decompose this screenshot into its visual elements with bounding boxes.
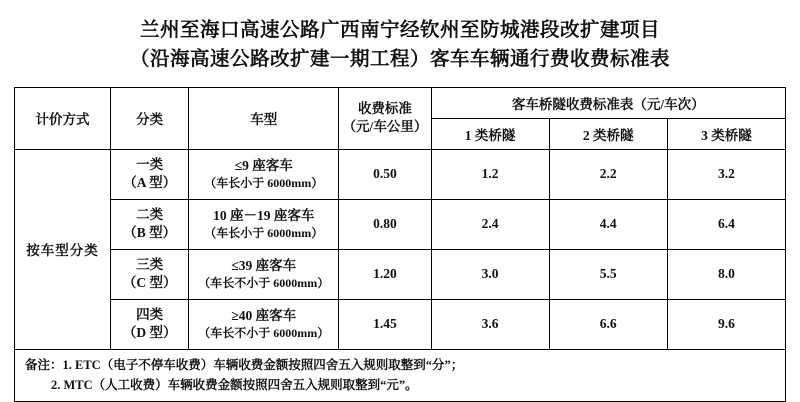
cell-vehicle-model-main: ≥40 座客车 (231, 307, 297, 323)
cell-rate: 0.50 (339, 149, 431, 199)
header-pricing-method: 计价方式 (15, 87, 111, 149)
cell-category-line-2: （C 型） (122, 275, 177, 290)
cell-bridge-2: 5.5 (549, 249, 667, 299)
cell-vehicle-model-main: 10 座－19 座客车 (213, 207, 315, 223)
cell-vehicle-model-sub: （车长不小于 6000mm） (198, 276, 330, 291)
table-row (15, 199, 786, 249)
cell-bridge-1: 2.4 (431, 199, 549, 249)
table-header-row-1 (15, 87, 786, 118)
cell-vehicle-model-sub: （车长小于 6000mm） (204, 176, 324, 191)
header-category: 分类 (111, 87, 189, 149)
cell-bridge-3: 3.2 (667, 149, 785, 199)
header-bridge-class-3: 3 类桥隧 (667, 118, 785, 149)
page-title-line-2: （沿海高速公路改扩建一期工程）客车车辆通行费收费标准表 (129, 49, 670, 71)
table-row (15, 149, 786, 199)
cell-category-line-1: 四类 (136, 306, 164, 322)
table-row (15, 249, 786, 299)
cell-category-line-2: （A 型） (123, 175, 177, 190)
cell-vehicle-model-sub: （车长小于 6000mm） (204, 226, 324, 241)
footnote-line-1: 备注：1. ETC（电子不停车收费）车辆收费金额按照四舍五入规则取整到“分”； (25, 357, 464, 372)
page-title-line-1: 兰州至海口高速公路广西南宁经钦州至防城港段改扩建项目 (139, 20, 660, 41)
header-bridge-class-2: 2 类桥隧 (549, 118, 667, 149)
cell-category-line-1: 三类 (136, 256, 164, 272)
cell-category-line-2: （B 型） (123, 225, 177, 240)
header-vehicle-model: 车型 (189, 87, 339, 149)
table-row (15, 299, 786, 349)
header-bridge-class-1: 1 类桥隧 (431, 118, 549, 149)
cell-category-line-1: 二类 (136, 206, 164, 222)
toll-rate-table (14, 87, 786, 350)
cell-bridge-3: 8.0 (667, 249, 785, 299)
cell-bridge-3: 6.4 (667, 199, 785, 249)
cell-bridge-1: 1.2 (431, 149, 549, 199)
header-rate-standard (339, 87, 431, 149)
cell-bridge-1: 3.0 (431, 249, 549, 299)
cell-bridge-2: 6.6 (549, 299, 667, 349)
cell-vehicle-model (189, 199, 339, 249)
table-footnotes (14, 350, 786, 402)
cell-category (111, 299, 189, 349)
footnote-line-2: 2. MTC（人工收费）车辆收费金额按照四舍五入规则取整到“元”。 (51, 377, 418, 392)
page-title (14, 16, 786, 75)
header-bridge-tunnel-group: 客车桥隧收费标准表（元/车次） (431, 87, 786, 118)
cell-pricing-method-value: 按车型分类 (15, 149, 111, 349)
cell-vehicle-model (189, 249, 339, 299)
cell-vehicle-model (189, 149, 339, 199)
cell-vehicle-model-main: ≤39 座客车 (231, 257, 297, 273)
cell-vehicle-model-main: ≤9 座客车 (234, 157, 293, 173)
cell-rate: 1.20 (339, 249, 431, 299)
cell-bridge-2: 4.4 (549, 199, 667, 249)
header-rate-standard-line-1: 收费标准 (357, 100, 412, 116)
cell-rate: 1.45 (339, 299, 431, 349)
cell-bridge-1: 3.6 (431, 299, 549, 349)
cell-vehicle-model (189, 299, 339, 349)
header-rate-standard-line-2: （元/车公里） (342, 119, 428, 134)
cell-category (111, 249, 189, 299)
cell-bridge-3: 9.6 (667, 299, 785, 349)
cell-category (111, 199, 189, 249)
cell-vehicle-model-sub: （车长不小于 6000mm） (198, 326, 330, 341)
cell-category (111, 149, 189, 199)
cell-bridge-2: 2.2 (549, 149, 667, 199)
cell-rate: 0.80 (339, 199, 431, 249)
cell-category-line-1: 一类 (136, 156, 164, 172)
cell-category-line-2: （D 型） (122, 325, 177, 340)
